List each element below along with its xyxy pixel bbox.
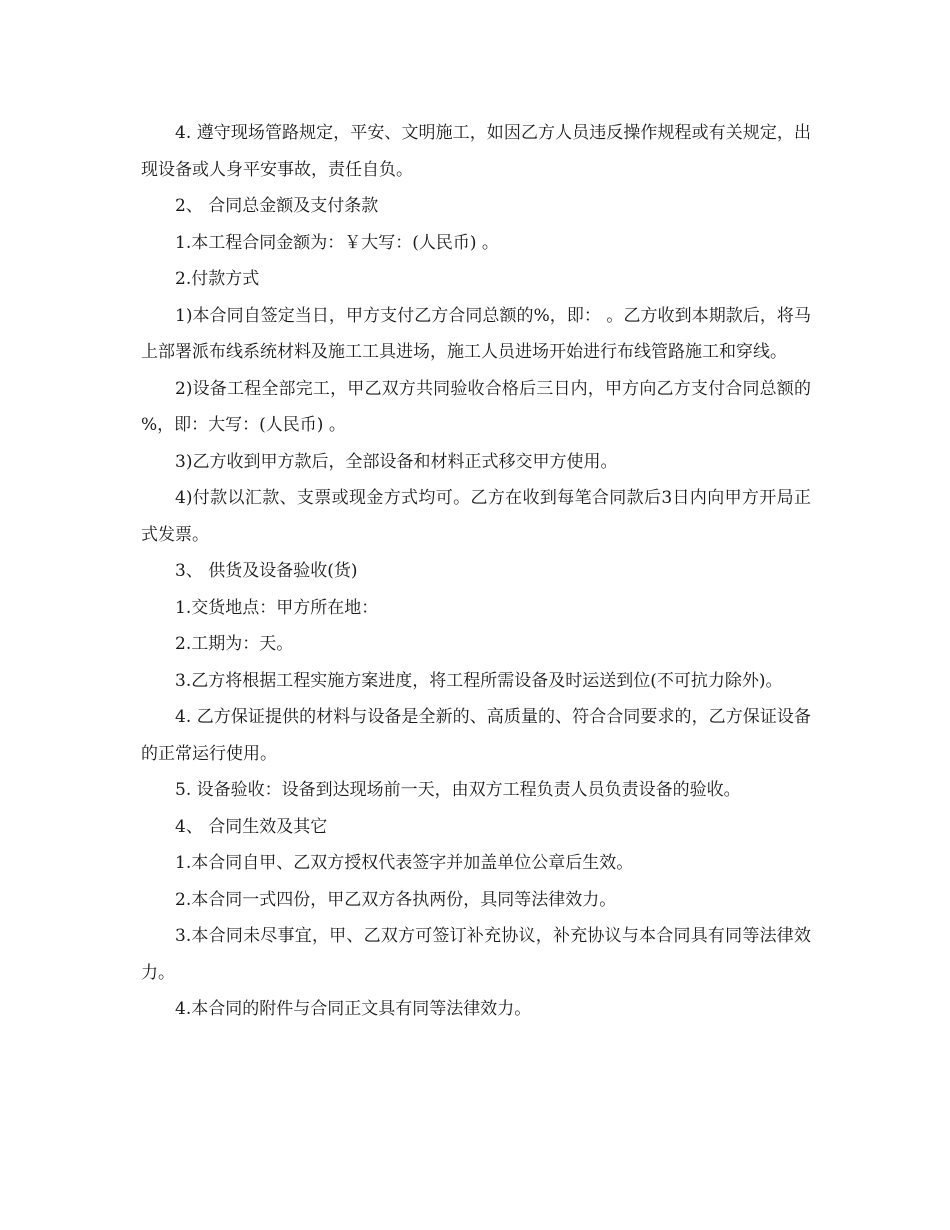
paragraph-delivery-location: 1.交货地点：甲方所在地： [175,597,379,618]
document-body [141,115,811,1028]
paragraph-site-rules: 4. 遵守现场管路规定，平安、文明施工，如因乙方人员违反操作规程或有关规定，出现设备或人身平安事故，责任自负。 [141,123,811,180]
paragraph-payment-method: 2.付款方式 [175,269,260,289]
paragraph-delivery-schedule: 3.乙方将根据工程实施方案进度，将工程所需设备及时运送到位(不可抗力除外)。 [175,670,783,691]
paragraph-supplementary-agreement: 3.本合同未尽事宜，甲、乙双方可签订补充协议，补充协议与本合同具有同等法律效力。 [141,926,811,983]
paragraph-payment-first: 1)本合同自签定当日，甲方支付乙方合同总额的%，即： 。乙方收到本期款后，将马上部署派布线系统材料及施工工具进场，施工人员进场开始进行布线管路施工和穿线。 [141,305,811,362]
paragraph-attachments: 4.本合同的附件与合同正文具有同等法律效力。 [175,999,532,1019]
section-heading-supply-acceptance: 3、 供货及设备验收(货) [175,561,358,581]
paragraph-construction-period: 2.工期为：天。 [175,634,294,654]
paragraph-equipment-acceptance: 5. 设备验收：设备到达现场前一天，由双方工程负责人员负责设备的验收。 [175,780,741,800]
section-heading-amount-payment: 2、 合同总金额及支付条款 [175,196,379,216]
paragraph-payment-handover: 3)乙方收到甲方款后，全部设备和材料正式移交甲方使用。 [175,451,618,472]
paragraph-payment-invoice: 4)付款以汇款、支票或现金方式均可。乙方在收到每笔合同款后3日内向甲方开局正式发票。 [141,488,811,545]
paragraph-payment-second: 2)设备工程全部完工，甲乙双方共同验收合格后三日内，甲方向乙方支付合同总额的 %，即：大写：(人民币) 。 [141,378,811,435]
paragraph-quality-guarantee: 4. 乙方保证提供的材料与设备是全新的、高质量的、符合合同要求的，乙方保证设备的正常运行使用。 [141,707,811,764]
section-heading-effectiveness: 4、 合同生效及其它 [175,816,328,837]
paragraph-copies: 2.本合同一式四份，甲乙双方各执两份，具同等法律效力。 [175,889,617,910]
paragraph-effective-date: 1.本合同自甲、乙双方授权代表签字并加盖单位公章后生效。 [175,853,634,873]
paragraph-contract-amount: 1.本工程合同金额为：￥大写：(人民币) 。 [175,232,499,253]
